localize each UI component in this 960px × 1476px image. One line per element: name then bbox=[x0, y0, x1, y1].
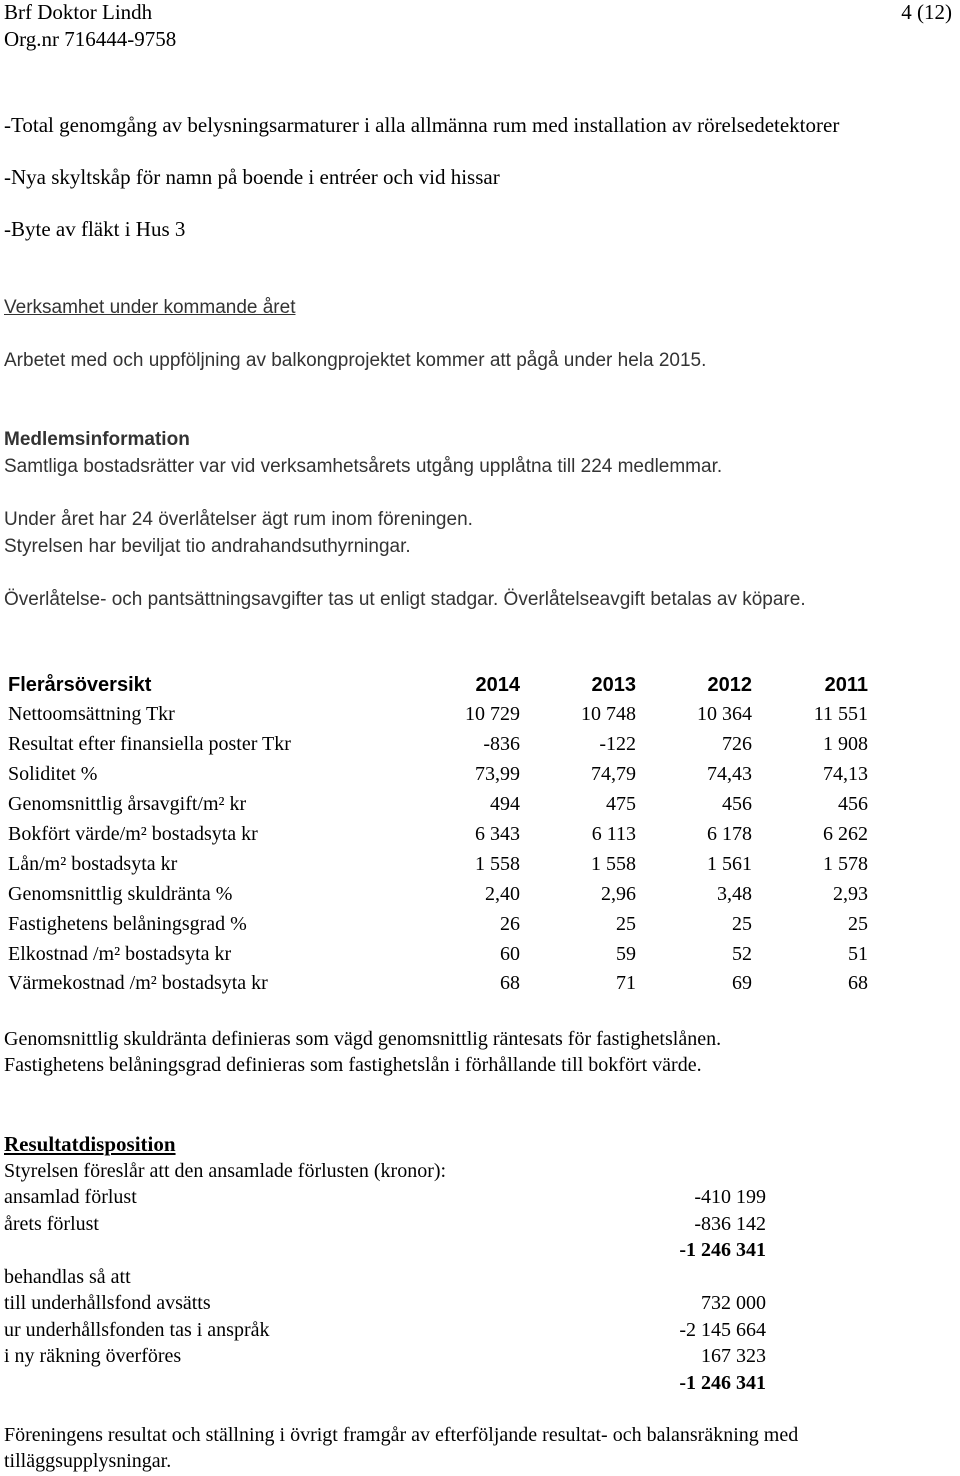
cell-value: 475 bbox=[606, 793, 636, 815]
cell-value: 68 bbox=[848, 972, 868, 994]
cell-value: 2,96 bbox=[601, 883, 636, 905]
cell-value: 71 bbox=[616, 972, 636, 994]
member-info-line: Samtliga bostadsrätter var vid verksamhetsårets utgång upplåtna till 224 medlemmar. bbox=[4, 456, 723, 477]
member-info-heading: Medlemsinformation bbox=[4, 429, 190, 450]
cell-value: 25 bbox=[616, 913, 636, 935]
cell-value: 68 bbox=[500, 972, 520, 994]
bullet-item: -Total genomgång av belysningsarmaturer i alla allmänna rum med installation av rörelsedetektorer bbox=[4, 113, 840, 137]
cell-value: 25 bbox=[732, 913, 752, 935]
table-row bbox=[8, 879, 868, 909]
cell-value: 73,99 bbox=[475, 763, 520, 785]
cell-value: 726 bbox=[722, 733, 752, 755]
member-info-line: Styrelsen har beviljat tio andrahandsuthyrningar. bbox=[4, 536, 411, 557]
cell-value: 494 bbox=[490, 793, 520, 815]
cell-value: 456 bbox=[722, 793, 752, 815]
row-label: Lån/m² bostadsyta kr bbox=[8, 853, 178, 875]
year-header: 2011 bbox=[824, 674, 868, 696]
page-number: 4 (12) bbox=[901, 0, 952, 24]
cell-value: 6 113 bbox=[591, 823, 636, 845]
org-name: Brf Doktor Lindh bbox=[4, 0, 153, 24]
row-label: Elkostnad /m² bostadsyta kr bbox=[8, 943, 232, 965]
cell-value: 1 561 bbox=[707, 853, 752, 875]
cell-value: -836 bbox=[483, 733, 520, 755]
disposition-value: -410 199 bbox=[694, 1186, 766, 1208]
cell-value: 1 558 bbox=[475, 853, 520, 875]
disposition-row bbox=[4, 1264, 774, 1290]
cell-value: 74,13 bbox=[823, 763, 868, 785]
table-row bbox=[8, 699, 868, 729]
cell-value: 69 bbox=[732, 972, 752, 994]
cell-value: 60 bbox=[500, 943, 520, 965]
org-number: Org.nr 716444-9758 bbox=[4, 27, 177, 51]
disposition-row bbox=[4, 1211, 774, 1237]
cell-value: 74,79 bbox=[591, 763, 636, 785]
cell-value: 10 729 bbox=[465, 703, 520, 725]
table-row bbox=[8, 849, 868, 879]
disposition-label: ur underhållsfonden tas i anspråk bbox=[4, 1319, 270, 1341]
table-row bbox=[8, 789, 868, 819]
table-header-row bbox=[8, 670, 868, 700]
multi-year-heading: Flerårsöversikt bbox=[8, 674, 152, 696]
cell-value: 6 262 bbox=[823, 823, 868, 845]
cell-value: 10 748 bbox=[581, 703, 636, 725]
multi-year-note: Fastighetens belåningsgrad definieras som fastighetslån i förhållande till bokfört värde. bbox=[4, 1054, 702, 1076]
row-label: Genomsnittlig skuldränta % bbox=[8, 883, 233, 905]
footer-text: Föreningens resultat och ställning i övrigt framgår av efterföljande resultat- och balansräkning med bbox=[4, 1424, 799, 1446]
cell-value: 456 bbox=[838, 793, 868, 815]
coming-year-text: Arbetet med och uppföljning av balkongprojektet kommer att pågå under hela 2015. bbox=[4, 350, 707, 371]
disposition-row bbox=[4, 1290, 774, 1316]
disposition-value: -2 145 664 bbox=[679, 1319, 766, 1341]
disposition-label: årets förlust bbox=[4, 1213, 99, 1235]
cell-value: 52 bbox=[732, 943, 752, 965]
disposition-total: -1 246 341 bbox=[679, 1372, 766, 1394]
table-row bbox=[8, 759, 868, 789]
disposition-total: -1 246 341 bbox=[679, 1239, 766, 1261]
cell-value: 25 bbox=[848, 913, 868, 935]
row-label: Fastighetens belåningsgrad % bbox=[8, 913, 247, 935]
disposition-value: -836 142 bbox=[694, 1213, 766, 1235]
cell-value: 74,43 bbox=[707, 763, 752, 785]
row-label: Nettoomsättning Tkr bbox=[8, 703, 175, 725]
year-header: 2012 bbox=[707, 674, 752, 696]
table-row bbox=[8, 968, 868, 998]
footer-text: tilläggsupplysningar. bbox=[4, 1450, 172, 1472]
row-label: Bokfört värde/m² bostadsyta kr bbox=[8, 823, 258, 845]
year-header: 2013 bbox=[591, 674, 636, 696]
disposition-row bbox=[4, 1343, 774, 1369]
table-row bbox=[8, 909, 868, 939]
disposition-intro: Styrelsen föreslår att den ansamlade förlusten (kronor): bbox=[4, 1160, 447, 1182]
row-label: Soliditet % bbox=[8, 763, 98, 785]
cell-value: 10 364 bbox=[697, 703, 752, 725]
cell-value: 59 bbox=[616, 943, 636, 965]
cell-value: 11 551 bbox=[813, 703, 868, 725]
multi-year-note: Genomsnittlig skuldränta definieras som vägd genomsnittlig räntesats för fastighetslånen. bbox=[4, 1028, 722, 1050]
table-row bbox=[8, 819, 868, 849]
disposition-label: i ny räkning överföres bbox=[4, 1345, 182, 1367]
cell-value: 6 178 bbox=[707, 823, 752, 845]
disposition-row bbox=[4, 1237, 774, 1263]
disposition-label: behandlas så att bbox=[4, 1266, 131, 1288]
cell-value: 1 558 bbox=[591, 853, 636, 875]
member-info-line: Under året har 24 överlåtelser ägt rum inom föreningen. bbox=[4, 509, 473, 530]
disposition-value: 732 000 bbox=[701, 1292, 766, 1314]
disposition-value: 167 323 bbox=[701, 1345, 766, 1367]
table-row bbox=[8, 939, 868, 969]
table-row bbox=[8, 729, 868, 759]
member-info-line: Överlåtelse- och pantsättningsavgifter tas ut enligt stadgar. Överlåtelseavgift betalas av köpare. bbox=[4, 589, 806, 610]
disposition-row bbox=[4, 1370, 774, 1396]
cell-value: 6 343 bbox=[475, 823, 520, 845]
row-label: Genomsnittlig årsavgift/m² kr bbox=[8, 793, 247, 815]
disposition-row bbox=[4, 1317, 774, 1343]
bullet-item: -Byte av fläkt i Hus 3 bbox=[4, 217, 186, 241]
disposition-label: ansamlad förlust bbox=[4, 1186, 137, 1208]
row-label: Värmekostnad /m² bostadsyta kr bbox=[8, 972, 268, 994]
cell-value: 26 bbox=[500, 913, 520, 935]
cell-value: 51 bbox=[848, 943, 868, 965]
disposition-heading: Resultatdisposition bbox=[4, 1132, 176, 1156]
cell-value: 3,48 bbox=[717, 883, 752, 905]
row-label: Resultat efter finansiella poster Tkr bbox=[8, 733, 291, 755]
cell-value: 2,93 bbox=[833, 883, 868, 905]
bullet-item: -Nya skyltskåp för namn på boende i entréer och vid hissar bbox=[4, 165, 500, 189]
coming-year-heading: Verksamhet under kommande året bbox=[4, 297, 296, 318]
cell-value: 1 578 bbox=[823, 853, 868, 875]
disposition-label: till underhållsfond avsätts bbox=[4, 1292, 211, 1314]
cell-value: -122 bbox=[599, 733, 636, 755]
disposition-row bbox=[4, 1184, 774, 1210]
cell-value: 2,40 bbox=[485, 883, 520, 905]
year-header: 2014 bbox=[475, 674, 520, 696]
cell-value: 1 908 bbox=[823, 733, 868, 755]
